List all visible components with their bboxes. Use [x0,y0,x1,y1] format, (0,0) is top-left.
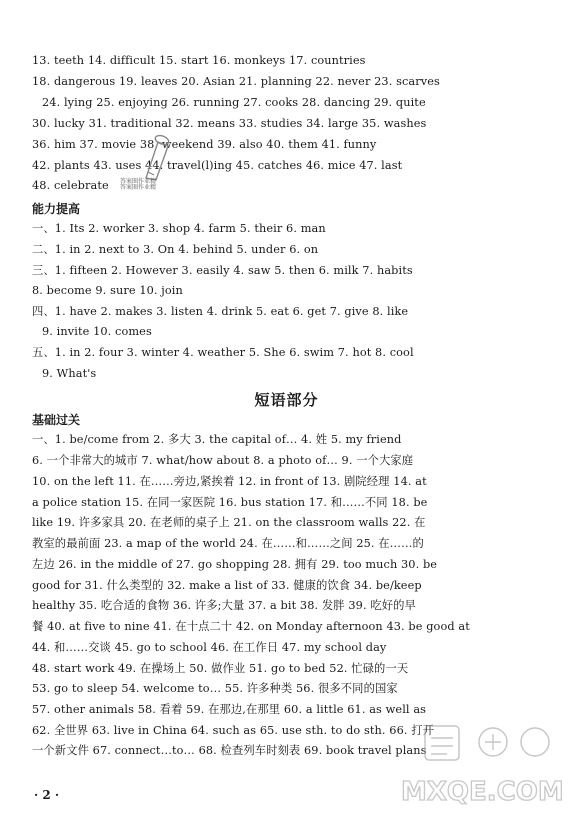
answer-line-4: 30. lucky 31. traditional 32. means 33. studies 34. large 35. washes [32,117,427,130]
basic-line-2: 6. 一个非常大的城市 7. what/how about 8. a photo of… 9. 一个大家庭 [32,454,414,467]
improve-line-2: 二、1. in 2. next to 3. On 4. behind 5. under 6. on [32,243,319,256]
improve-line-5: 四、1. have 2. makes 3. listen 4. drink 5. eat 6. get 7. give 8. like [32,305,409,318]
basic-line-3: 10. on the left 11. 在……旁边,紧挨着 12. in front of 13. 剧院经理 14. at [32,475,427,488]
basic-line-8: good for 31. 什么类型的 32. make a list of 33. 健康的饮食 34. be/keep [32,579,422,592]
basic-line-5: like 19. 许多家具 20. 在老师的桌子上 21. on the classroom walls 22. 在 [32,516,426,529]
answer-line-3: 24. lying 25. enjoying 26. running 27. cooks 28. dancing 29. quite [42,96,426,109]
page-number: · 2 · [34,788,60,802]
improve-line-3: 三、1. fifteen 2. However 3. easily 4. saw 5. then 6. milk 7. habits [32,264,413,277]
basic-line-7: 左边 26. in the middle of 27. go shopping 28. 拥有 29. too much 30. be [32,558,438,571]
improve-line-4: 8. become 9. sure 10. join [32,284,183,297]
basic-line-14: 57. other animals 58. 看着 59. 在那边,在那里 60. a little 61. as well as [32,703,427,716]
basic-line-15: 62. 全世界 63. live in China 64. such as 65. use sth. to do sth. 66. 打开 [32,724,435,737]
basic-line-11: 44. 和……交谈 45. go to school 46. 在工作日 47. my school day [32,641,387,654]
site-watermark-logo [395,718,565,810]
improve-line-7: 五、1. in 2. four 3. winter 4. weather 5. She 6. swim 7. hot 8. cool [32,346,414,359]
basic-line-9: healthy 35. 吃合适的食物 36. 许多;大量 37. a bit 38. 发胖 39. 吃好的早 [32,599,416,612]
answer-line-6: 42. plants 43. uses 44. travel(l)ing 45. catches 46. mice 47. last [32,159,403,172]
phrase-section-title: 短语部分 [254,391,319,409]
basic-line-13: 53. go to sleep 54. welcome to… 55. 许多种类 56. 很多不同的国家 [32,682,398,695]
improve-line-8: 9. What's [42,367,97,380]
section-heading-improve: 能力提高 [32,202,81,216]
watermark-stamp: 答案圈作业精 答案圈作业精 [120,178,157,191]
answer-line-5: 36. him 37. movie 38. weekend 39. also 40. them 41. funny [32,138,377,151]
basic-line-10: 餐 40. at five to nine 41. 在十点二十 42. on Monday afternoon 43. be good at [32,620,470,633]
svg-text:MXQE.COM: MXQE.COM [401,777,564,807]
improve-line-1: 一、1. Its 2. worker 3. shop 4. farm 5. their 6. man [32,222,326,235]
basic-line-4: a police station 15. 在同一家医院 16. bus station 17. 和……不同 18. be [32,496,428,509]
answer-line-7: 48. celebrate [32,179,109,192]
basic-line-6: 教室的最前面 23. a map of the world 24. 在……和……之间 25. 在……的 [32,537,424,550]
answer-line-2: 18. dangerous 19. leaves 20. Asian 21. planning 22. never 23. scarves [32,75,440,88]
pen-watermark-icon [138,128,174,182]
basic-line-16: 一个新文件 67. connect…to… 68. 检查列车时刻表 69. book travel plans [32,744,427,757]
answer-line-1: 13. teeth 14. difficult 15. start 16. monkeys 17. countries [32,54,366,67]
improve-line-6: 9. invite 10. comes [42,325,152,338]
basic-line-12: 48. start work 49. 在操场上 50. 做作业 51. go to bed 52. 忙碌的一天 [32,662,409,675]
basic-line-1: 一、1. be/come from 2. 多大 3. the capital of… 4. 姓 5. my friend [32,433,402,446]
section-heading-basic: 基础过关 [32,413,81,427]
